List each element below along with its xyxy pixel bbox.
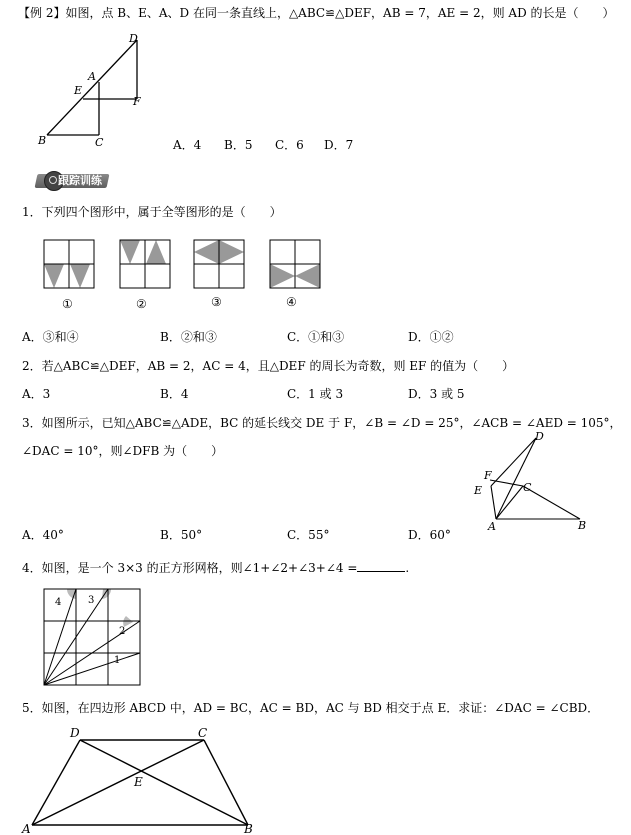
example2-question: 【例 2】如图，点 B、E、A、D 在同一条直线上，△ABC≌△DEF，AB = 7，AE = 2，则 AD 的长是（ ） bbox=[18, 6, 615, 20]
q3-label-a: A bbox=[488, 520, 496, 533]
q4-angle-label-2: 2 bbox=[119, 626, 126, 637]
q1-figures bbox=[36, 236, 336, 316]
q3-option-d: D．60° bbox=[408, 528, 451, 542]
q4-angle-label-1: 1 bbox=[114, 655, 121, 666]
example2-option-b: B．5 bbox=[224, 138, 253, 152]
q2-option-b: B．4 bbox=[160, 387, 189, 401]
q5-label-a: A bbox=[22, 822, 31, 835]
q4-answer-blank[interactable] bbox=[357, 560, 405, 572]
section-badge bbox=[22, 171, 110, 191]
q1-label-3: ③ bbox=[211, 295, 222, 309]
q5-figure bbox=[20, 726, 270, 835]
q3-option-a: A．40° bbox=[22, 528, 64, 542]
q4-angle-label-3: 3 bbox=[88, 595, 95, 606]
q3-label-b: B bbox=[578, 519, 587, 532]
label-c: C bbox=[95, 136, 104, 149]
example2-figure bbox=[32, 30, 162, 152]
q1-option-a: A．③和④ bbox=[22, 330, 79, 344]
q3-option-b: B．50° bbox=[160, 528, 203, 542]
q3-figure bbox=[468, 428, 598, 533]
q5-label-b: B bbox=[244, 822, 253, 835]
q3-label-d: D bbox=[535, 430, 544, 443]
q1-option-c: C．①和③ bbox=[287, 330, 345, 344]
line-bd bbox=[47, 40, 137, 135]
q4-question bbox=[22, 560, 409, 575]
q2-question: 2．若△ABC≌△DEF，AB = 2，AC = 4，且△DEF 的周长为奇数，则 EF 的值为（ ） bbox=[22, 359, 515, 373]
q2-option-a: A．3 bbox=[22, 387, 51, 401]
q5-question: 5．如图，在四边形 ABCD 中，AD = BC，AC = BD，AC 与 BD 相交于点 E．求证：∠DAC = ∠CBD． bbox=[22, 701, 600, 715]
q3-label-f: F bbox=[484, 469, 492, 482]
label-a: A bbox=[88, 70, 96, 83]
label-e: E bbox=[74, 84, 83, 97]
q1-label-1: ① bbox=[62, 297, 73, 311]
q5-label-e: E bbox=[134, 775, 143, 789]
q5-label-d: D bbox=[70, 726, 80, 740]
q3-question-line2: ∠DAC = 10°，则∠DFB 为（ ） bbox=[22, 444, 224, 458]
q4-question-text: 4．如图，是一个 3×3 的正方形网格，则∠1+∠2+∠3+∠4 = bbox=[22, 561, 358, 575]
q3-option-c: C．55° bbox=[287, 528, 330, 542]
q4-angle-label-4: 4 bbox=[55, 597, 62, 608]
q1-figure-4 bbox=[270, 240, 320, 288]
q1-figure-3 bbox=[194, 240, 244, 288]
q1-option-d: D．①② bbox=[408, 330, 454, 344]
q1-label-4: ④ bbox=[286, 295, 297, 309]
q2-option-c: C．1 或 3 bbox=[287, 387, 344, 401]
q1-option-b: B．②和③ bbox=[160, 330, 217, 344]
label-d: D bbox=[129, 32, 138, 45]
q3-label-c: C bbox=[523, 481, 532, 494]
q5-label-c: C bbox=[198, 726, 208, 740]
example2-option-a: A．4 bbox=[173, 138, 202, 152]
q1-label-2: ② bbox=[136, 297, 147, 311]
label-f: F bbox=[133, 95, 141, 108]
q4-question-end: . bbox=[405, 561, 410, 575]
example2-option-c: C．6 bbox=[275, 138, 304, 152]
q3-label-e: E bbox=[474, 484, 483, 497]
q1-figure-1 bbox=[44, 240, 94, 288]
section-title: 跟踪训练 bbox=[58, 174, 102, 187]
example2-option-d: D．7 bbox=[324, 138, 354, 152]
q3-question-line1: 3．如图所示，已知△ABC≌△ADE，BC 的延长线交 DE 于 F，∠B = ∠D = 25°，∠ACB = ∠AED = 105°， bbox=[22, 416, 622, 430]
q2-option-d: D．3 或 5 bbox=[408, 387, 465, 401]
q1-figure-2 bbox=[120, 240, 170, 288]
label-b: B bbox=[38, 134, 47, 147]
q1-question: 1．下列四个图形中，属于全等图形的是（ ） bbox=[22, 205, 282, 219]
q4-figure bbox=[36, 583, 156, 695]
